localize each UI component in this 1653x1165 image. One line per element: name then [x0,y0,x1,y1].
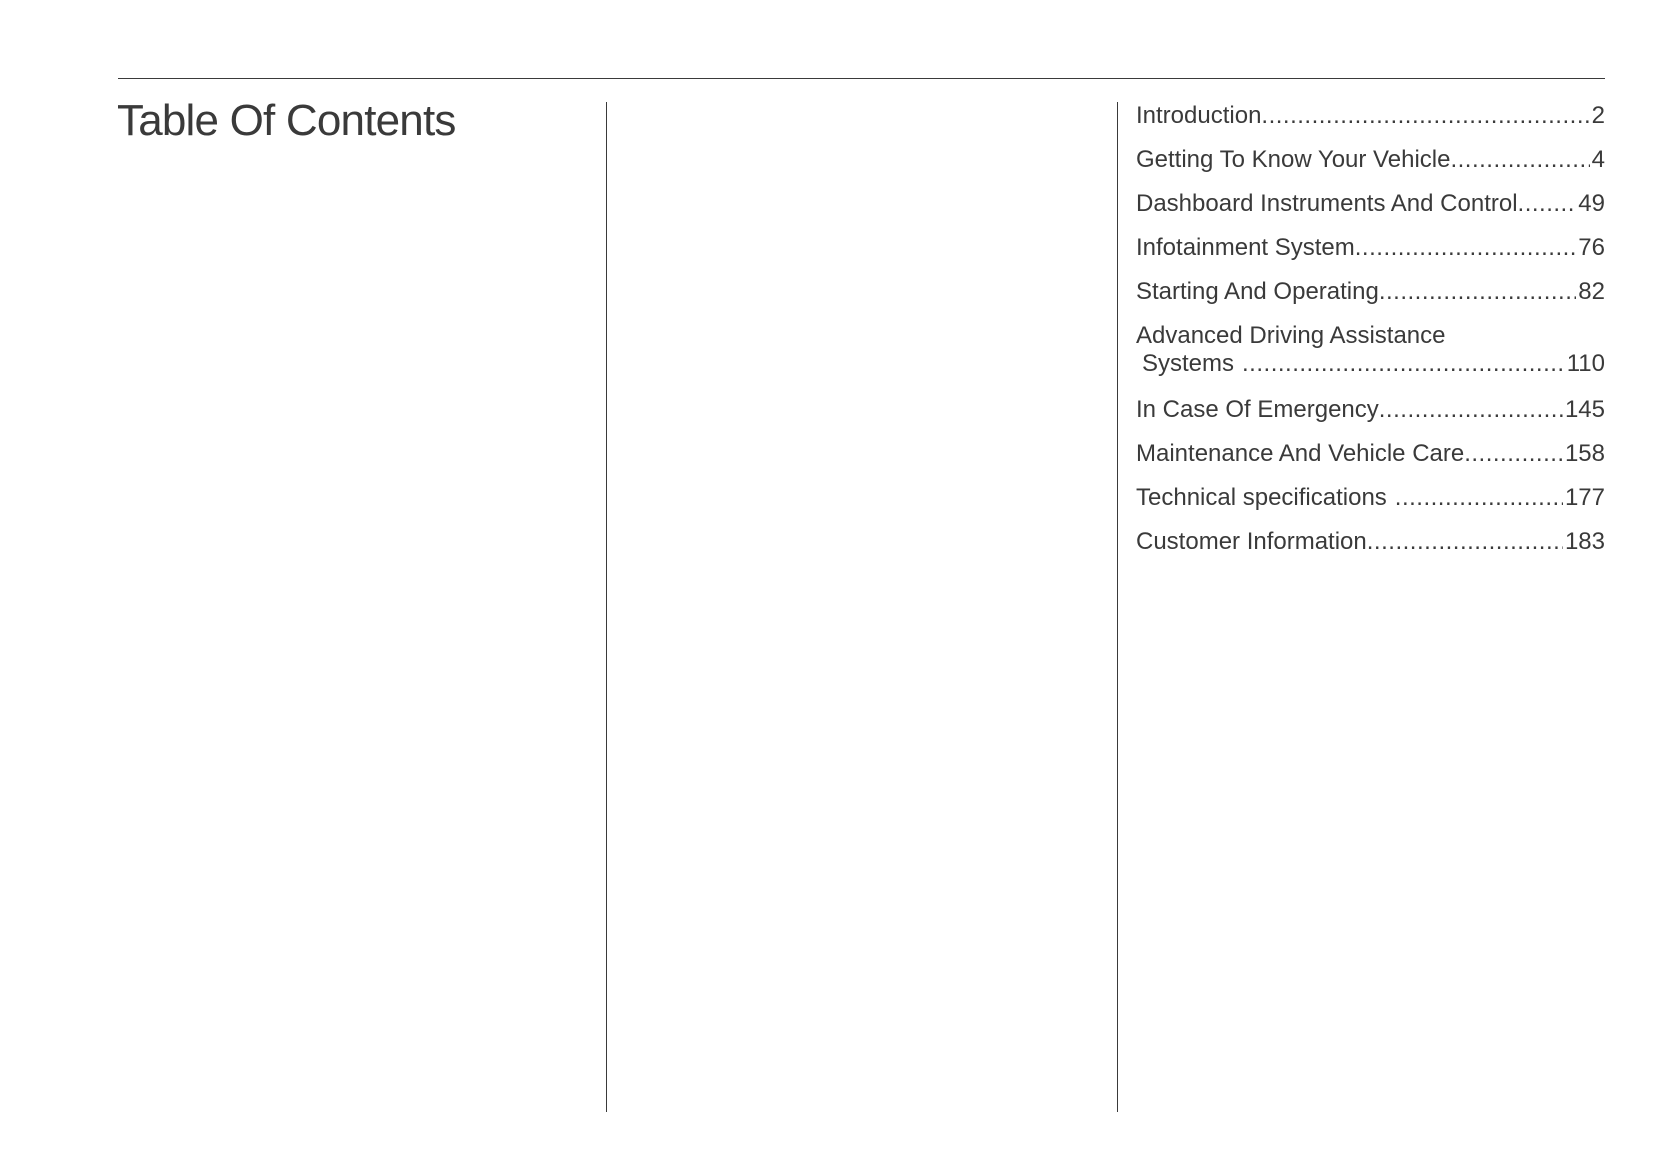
toc-entry-page: 158 [1564,440,1605,467]
toc-entry-label: Starting And Operating [1136,278,1379,305]
toc-entry-label: In Case Of Emergency [1136,396,1379,423]
dot-leader [1387,484,1563,512]
toc-entry-page: 177 [1564,484,1605,511]
toc-entry-page: 2 [1591,102,1605,129]
toc-entry-label: Introduction [1136,102,1262,129]
dot-leader [1367,528,1563,556]
toc-entry-page: 76 [1578,234,1605,261]
dot-leader [1464,440,1563,468]
toc-entry-label-line2: Systems [1142,350,1235,377]
column-divider-left [606,102,607,1112]
toc-entry-page: 183 [1564,528,1605,555]
dot-leader [1379,278,1576,306]
toc-entry-label: Dashboard Instruments And Control [1136,190,1518,217]
toc-entry-page: 110 [1566,350,1605,377]
toc-entry-advanced-driving-assistance[interactable] [1136,322,1605,396]
toc-entry-page: 4 [1591,146,1605,173]
dot-leader [1450,146,1589,174]
toc-entry-label: Maintenance And Vehicle Care [1136,440,1465,467]
toc-entry-label: Infotainment System [1136,234,1355,261]
column-divider-right [1117,102,1118,1112]
dot-leader [1355,234,1577,262]
toc-entry-page: 145 [1564,396,1605,423]
table-of-contents [1136,102,1605,572]
page-title: Table Of Contents [117,96,456,145]
toc-entry-starting-and-operating[interactable] [1136,278,1605,322]
toc-entry-page: 49 [1578,190,1605,217]
toc-entry-in-case-of-emergency[interactable] [1136,396,1605,440]
toc-entry-technical-specifications[interactable] [1136,484,1605,528]
toc-entry-infotainment-system[interactable] [1136,234,1605,278]
header-rule [118,78,1605,79]
toc-entry-label: Customer Information [1136,528,1367,555]
toc-entry-dashboard-instruments[interactable] [1136,190,1605,234]
dot-leader [1234,350,1565,378]
toc-entry-getting-to-know-your-vehicle[interactable] [1136,146,1605,190]
toc-entry-page: 82 [1578,278,1605,305]
toc-entry-label-line1: Advanced Driving Assistance [1136,322,1446,349]
dot-leader [1261,102,1589,130]
dot-leader [1518,190,1577,218]
toc-entry-label: Getting To Know Your Vehicle [1136,146,1451,173]
toc-entry-maintenance-and-vehicle-care[interactable] [1136,440,1605,484]
dot-leader [1379,396,1563,424]
toc-entry-label: Technical specifications [1136,484,1387,511]
toc-entry-introduction[interactable] [1136,102,1605,146]
toc-entry-customer-information[interactable] [1136,528,1605,572]
